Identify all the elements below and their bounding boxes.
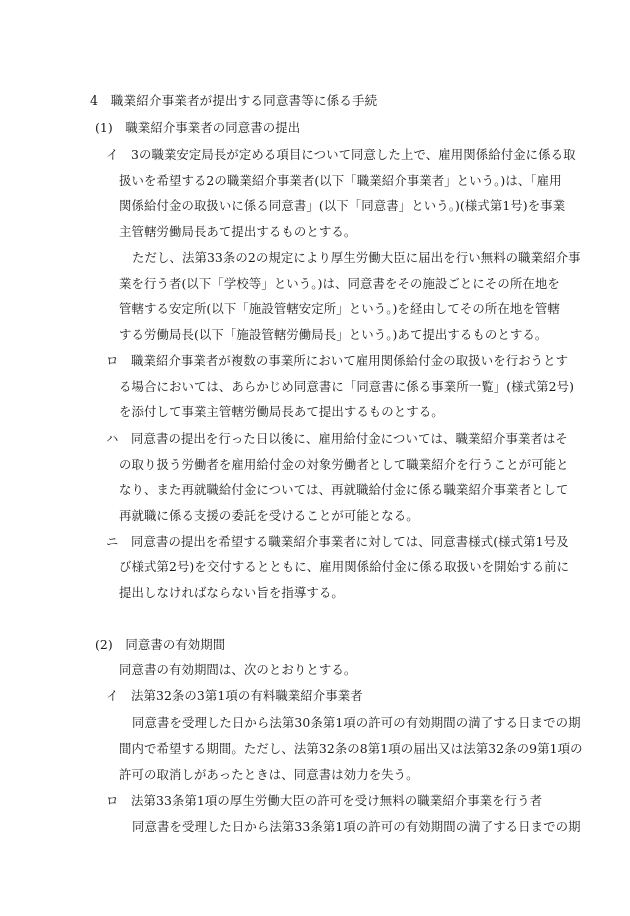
item-i-note-line-3: 管轄する安定所(以下「施設管轄安定所」という。)を経由してその所在地を管轄	[119, 301, 560, 316]
sub2-item-ro-body-line-1: 同意書を受理した日から法第33条第1項の許可の有効期間の満了する日までの期	[132, 819, 581, 834]
item-ro-line-3: を添付して事業主管轄労働局長あて提出するものとする。	[119, 404, 444, 419]
sub2-item-i-body-line-3: 許可の取消しがあったときは、同意書は効力を失う。	[119, 767, 419, 782]
sub2-item-i-heading: イ 法第32条の3第1項の有料職業紹介事業者	[106, 688, 363, 703]
subsection-1-heading: (1) 職業紹介事業者の同意書の提出	[95, 120, 301, 135]
item-ro-line-1: ロ 職業紹介事業者が複数の事業所において雇用関係給付金の取扱いを行おうとす	[106, 353, 569, 368]
item-ha-line-4: 再就職に係る支援の委託を受けることが可能となる。	[119, 508, 419, 523]
item-ha-line-1: ハ 同意書の提出を行った日以後に、雇用給付金については、職業紹介事業者はそ	[106, 431, 568, 446]
item-i-note-line-2: 業を行う者(以下「学校等」という。)は、同意書をその施設ごとにその所在地を	[119, 276, 560, 291]
item-ni-line-2: び様式第2号)を交付するとともに、雇用関係給付金に係る取扱いを開始する前に	[119, 559, 570, 574]
item-ha-line-3: なり、また再就職給付金については、再就職給付金に係る職業紹介事業者として	[119, 482, 569, 497]
section-4-heading: 4 職業紹介事業者が提出する同意書等に係る手続	[90, 93, 378, 108]
item-i-line-1: イ 3の職業安定局長が定める項目について同意した上で、雇用関係給付金に係る取	[106, 147, 576, 162]
item-i-line-2: 扱いを希望する2の職業紹介事業者(以下「職業紹介事業者」という。)は、「雇用	[119, 173, 562, 188]
sub2-item-i-body-line-2: 間内で希望する期間。ただし、法第32条の8第1項の届出又は法第32条の9第1項の	[119, 741, 583, 756]
subsection-2-intro: 同意書の有効期間は、次のとおりとする。	[119, 662, 357, 677]
item-ro-line-2: る場合においては、あらかじめ同意書に「同意書に係る事業所一覧」(様式第2号)	[119, 379, 575, 394]
item-i-line-3: 関係給付金の取扱いに係る同意書」(以下「同意書」という。)(様式第1号)を事業	[119, 198, 566, 213]
item-ni-line-3: 提出しなければならない旨を指導する。	[119, 585, 344, 600]
item-i-note-line-1: ただし、法第33条の2の規定により厚生労働大臣に届出を行い無料の職業紹介事	[132, 250, 581, 265]
subsection-2-heading: (2) 同意書の有効期間	[95, 637, 226, 652]
sub2-item-ro-heading: ロ 法第33条第1項の厚生労働大臣の許可を受け無料の職業紹介事業を行う者	[106, 793, 543, 808]
item-ni-line-1: ニ 同意書の提出を希望する職業紹介事業者に対しては、同意書様式(様式第1号及	[106, 534, 569, 549]
item-i-line-4: 主管轄労働局長あて提出するものとする。	[119, 224, 357, 239]
item-i-note-line-4: する労働局長(以下「施設管轄労働局長」という。)あて提出するものとする。	[119, 327, 548, 342]
item-ha-line-2: の取り扱う労働者を雇用給付金の対象労働者として職業紹介を行うことが可能と	[119, 457, 569, 472]
sub2-item-i-body-line-1: 同意書を受理した日から法第30条第1項の許可の有効期間の満了する日までの期	[132, 715, 581, 730]
